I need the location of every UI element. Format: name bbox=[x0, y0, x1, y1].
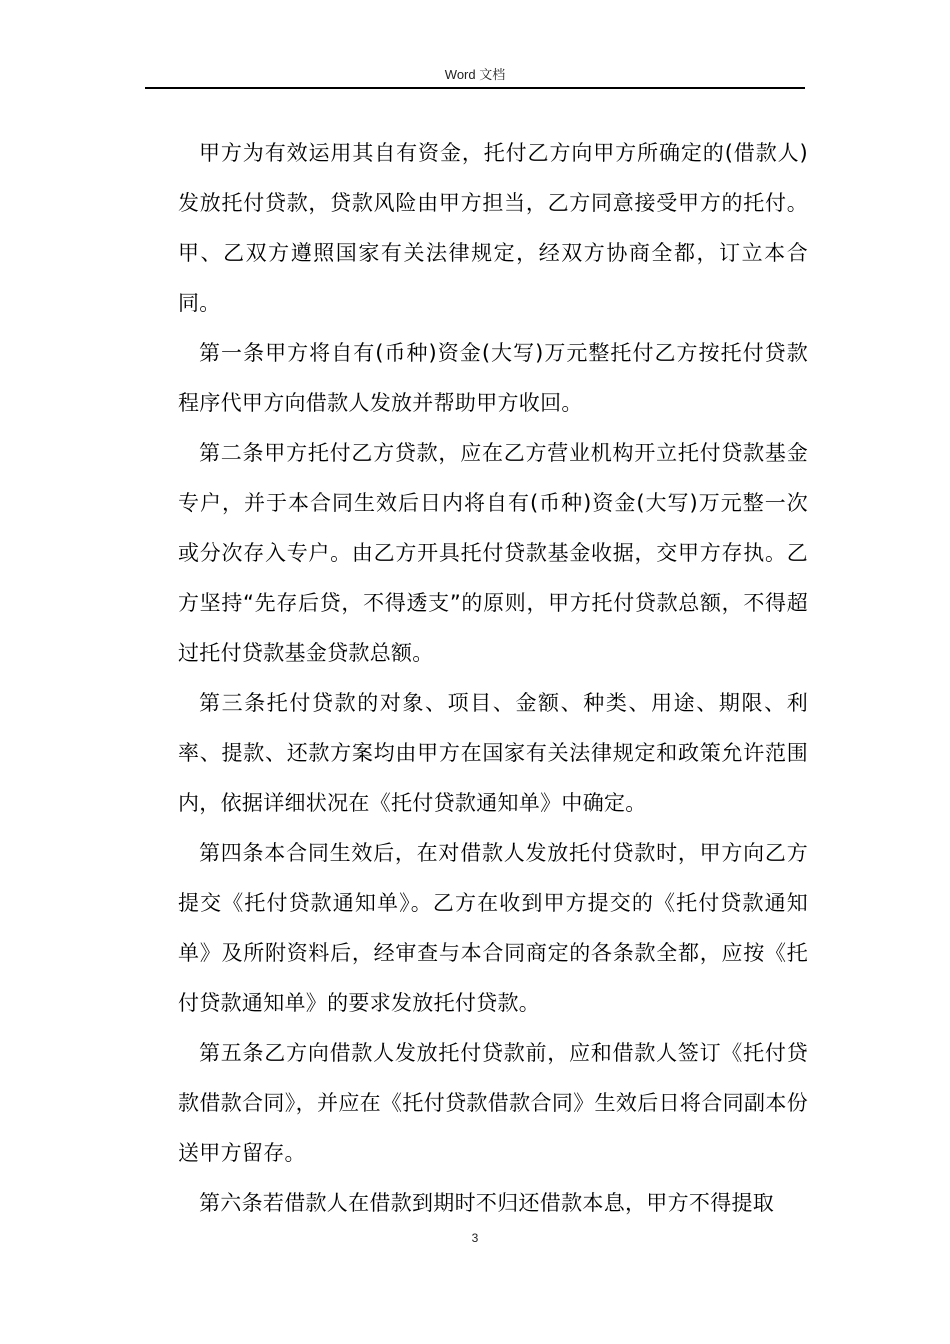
document-body bbox=[178, 128, 808, 1228]
paragraph-article-4: 第四条本合同生效后，在对借款人发放托付贷款时，甲方向乙方提交《托付贷款通知单》。乙方在收到甲方提交的《托付贷款通知单》及所附资料后，经审查与本合同商定的各条款全都，应按《托付贷款通知单》的要求发放托付贷款。 bbox=[178, 841, 808, 1015]
paragraph-article-1: 第一条甲方将自有(币种)资金(大写)万元整托付乙方按托付贷款程序代甲方向借款人发放并帮助甲方收回。 bbox=[178, 341, 808, 415]
paragraph-article-6: 第六条若借款人在借款到期时不归还借款本息，甲方不得提取 bbox=[199, 1191, 775, 1215]
paragraph-article-5: 第五条乙方向借款人发放托付贷款前，应和借款人签订《托付贷款借款合同》，并应在《托付贷款借款合同》生效后日将合同副本份送甲方留存。 bbox=[178, 1041, 808, 1165]
paragraph-article-2: 第二条甲方托付乙方贷款，应在乙方营业机构开立托付贷款基金专户，并于本合同生效后日内将自有(币种)资金(大写)万元整一次或分次存入专户。由乙方开具托付贷款基金收据，交甲方存执。乙方坚持“先存后贷，不得透支”的原则，甲方托付贷款总额，不得超过托付贷款基金贷款总额。 bbox=[178, 441, 808, 665]
header-divider bbox=[145, 87, 805, 89]
page-header-title: Word 文档 bbox=[444, 67, 506, 82]
page-number: 3 bbox=[471, 1231, 479, 1245]
paragraph-article-3: 第三条托付贷款的对象、项目、金额、种类、用途、期限、利率、提款、还款方案均由甲方在国家有关法律规定和政策允许范围内，依据详细状况在《托付贷款通知单》中确定。 bbox=[178, 691, 808, 815]
paragraph-preamble: 甲方为有效运用其自有资金，托付乙方向甲方所确定的(借款人)发放托付贷款，贷款风险由甲方担当，乙方同意接受甲方的托付。甲、乙双方遵照国家有关法律规定，经双方协商全都，订立本合同。 bbox=[178, 141, 808, 315]
